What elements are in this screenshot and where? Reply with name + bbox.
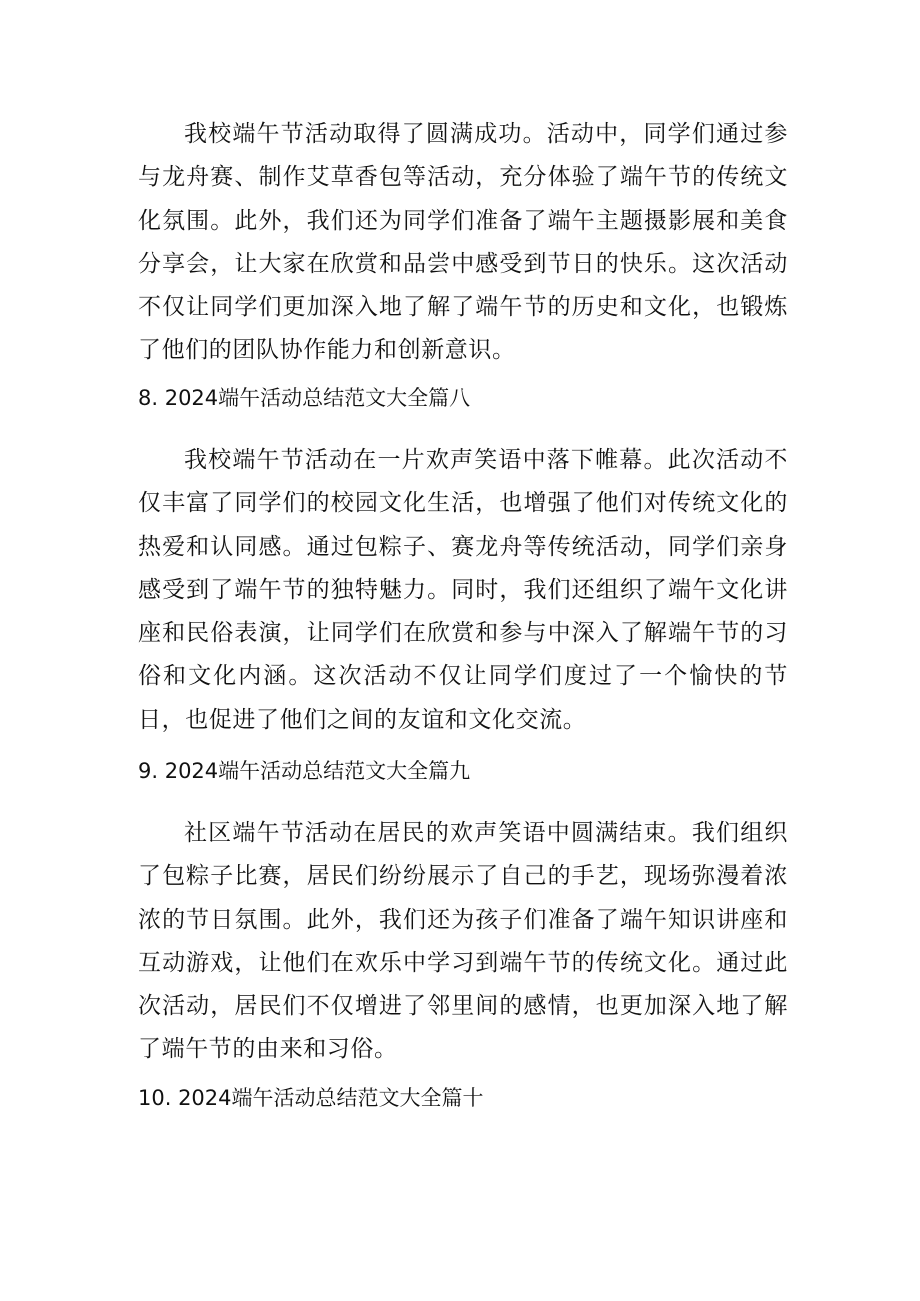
heading-section-8: 8. 2024端午活动总结范文大全篇八: [138, 386, 471, 410]
heading-section-10: 10. 2024端午活动总结范文大全篇十: [138, 1086, 484, 1110]
paragraph-section-8-body: 我校端午节活动在一片欢声笑语中落下帷幕。此次活动不仅丰富了同学们的校园文化生活，也增强了他们对传统文化的热爱和认同感。通过包粽子、赛龙舟等传统活动，同学们亲身感受到了端午节的独特魅力。同时，我们还组织了端午文化讲座和民俗表演，让同学们在欣赏和参与中深入了解端午节的习俗和文化内涵。这次活动不仅让同学们度过了一个愉快的节日，也促进了他们之间的友谊和文化交流。: [138, 447, 788, 733]
heading-section-9: 9. 2024端午活动总结范文大全篇九: [138, 759, 471, 783]
paragraph-section-7-body: 我校端午节活动取得了圆满成功。活动中，同学们通过参与龙舟赛、制作艾草香包等活动，充分体验了端午节的传统文化氛围。此外，我们还为同学们准备了端午主题摄影展和美食分享会，让大家在欣赏和品尝中感受到节日的快乐。这次活动不仅让同学们更加深入地了解了端午节的历史和文化，也锻炼了他们的团队协作能力和创新意识。: [138, 121, 788, 364]
paragraph-section-9-body: 社区端午节活动在居民的欢声笑语中圆满结束。我们组织了包粽子比赛，居民们纷纷展示了自己的手艺，现场弥漫着浓浓的节日氛围。此外，我们还为孩子们准备了端午知识讲座和互动游戏，让他们在欢乐中学习到端午节的传统文化。通过此次活动，居民们不仅增进了邻里间的感情，也更加深入地了解了端午节的由来和习俗。: [138, 820, 788, 1063]
